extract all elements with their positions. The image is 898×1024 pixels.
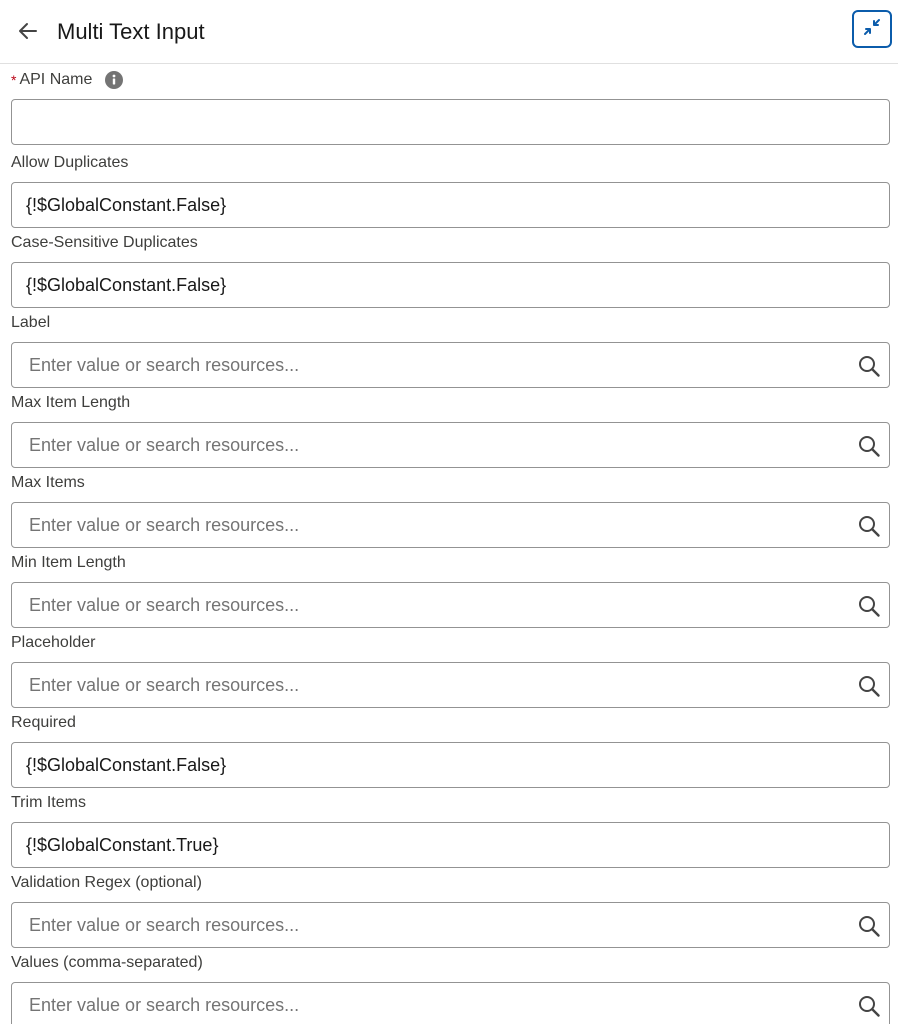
label-input[interactable] xyxy=(12,343,889,387)
field-max-items xyxy=(11,473,890,548)
search-icon[interactable] xyxy=(857,514,881,538)
field-label: Allow Duplicates xyxy=(11,154,129,171)
field-validation-regex xyxy=(11,873,890,948)
search-icon[interactable] xyxy=(857,594,881,618)
allow-duplicates-input[interactable] xyxy=(12,183,889,227)
search-icon[interactable] xyxy=(857,674,881,698)
field-label: Max Items xyxy=(11,474,85,491)
max-item-length-input[interactable] xyxy=(12,423,889,467)
field-label: Validation Regex (optional) xyxy=(11,874,202,891)
required-input[interactable] xyxy=(12,743,889,787)
search-icon[interactable] xyxy=(857,354,881,378)
case-sensitive-duplicates-input-wrap xyxy=(11,262,890,308)
field-api-name xyxy=(11,70,890,145)
min-item-length-input[interactable] xyxy=(12,583,889,627)
required-marker: * xyxy=(11,72,17,88)
back-arrow-icon[interactable] xyxy=(16,19,40,43)
field-min-item-length xyxy=(11,553,890,628)
field-label: Values (comma-separated) xyxy=(11,954,203,971)
max-item-length-input-wrap xyxy=(11,422,890,468)
search-icon[interactable] xyxy=(857,994,881,1018)
field-label: Max Item Length xyxy=(11,394,131,411)
values-input[interactable] xyxy=(12,983,889,1024)
panel-header xyxy=(0,0,898,64)
label-input-wrap xyxy=(11,342,890,388)
field-label: * API Name xyxy=(11,70,890,90)
max-items-input[interactable] xyxy=(12,503,889,547)
validation-regex-input[interactable] xyxy=(12,903,889,947)
field-label: Min Item Length xyxy=(11,554,126,571)
placeholder-input[interactable] xyxy=(12,663,889,707)
field-label: Required xyxy=(11,714,76,731)
panel-title: Multi Text Input xyxy=(57,19,205,44)
field-case-sensitive-duplicates xyxy=(11,233,890,308)
field-max-item-length xyxy=(11,393,890,468)
info-icon[interactable] xyxy=(105,71,123,89)
field-required xyxy=(11,713,890,788)
field-label: Placeholder xyxy=(11,634,96,651)
field-label: Trim Items xyxy=(11,794,86,811)
validation-regex-input-wrap xyxy=(11,902,890,948)
field-label: Case-Sensitive Duplicates xyxy=(11,234,198,251)
field-allow-duplicates xyxy=(11,153,890,228)
field-trim-items xyxy=(11,793,890,868)
max-items-input-wrap xyxy=(11,502,890,548)
api-name-input-wrap xyxy=(11,99,890,145)
collapse-icon xyxy=(861,16,883,43)
trim-items-input[interactable] xyxy=(12,823,889,867)
values-input-wrap xyxy=(11,982,890,1024)
required-input-wrap xyxy=(11,742,890,788)
allow-duplicates-input-wrap xyxy=(11,182,890,228)
min-item-length-input-wrap xyxy=(11,582,890,628)
field-values xyxy=(11,953,890,1024)
search-icon[interactable] xyxy=(857,434,881,458)
case-sensitive-duplicates-input[interactable] xyxy=(12,263,889,307)
field-label: Label xyxy=(11,314,51,331)
api-name-input[interactable] xyxy=(12,100,889,144)
field-label-property xyxy=(11,313,890,388)
search-icon[interactable] xyxy=(857,914,881,938)
collapse-button[interactable] xyxy=(852,10,892,48)
trim-items-input-wrap xyxy=(11,822,890,868)
placeholder-input-wrap xyxy=(11,662,890,708)
field-placeholder xyxy=(11,633,890,708)
